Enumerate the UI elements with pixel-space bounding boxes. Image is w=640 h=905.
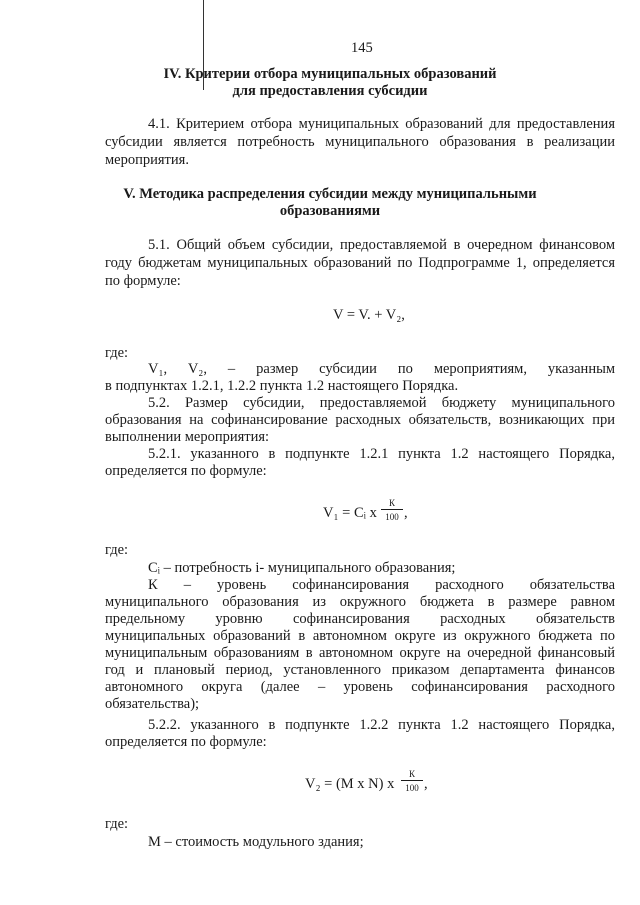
p2-line2: образования на софинансирование расходных обязательств, возникающих при	[105, 412, 615, 428]
formula-2-numerator: К	[388, 498, 395, 508]
def1-line1: V₁, V₂, – размер субсидии по мероприятиям, указанным	[148, 361, 615, 377]
p2-line3: выполнении мероприятия:	[105, 429, 270, 445]
def2-line1: Cᵢ – потребность i- муниципального образования;	[148, 560, 456, 576]
section4-p1-line2: субсидии является потребность муниципального образования в реализации	[105, 134, 615, 150]
section5-heading-line1: V. Методика распределения субсидии между муниципальными	[123, 186, 537, 202]
section4-p1-line1: 4.1. Критерием отбора муниципальных образований для предоставления	[148, 116, 615, 132]
section4-heading-line2: для предоставления субсидии	[232, 83, 428, 99]
formula-1: V = V. + V₂,	[333, 307, 405, 323]
p4-line1: 5.2.2. указанного в подпункте 1.2.2 пункта 1.2 настоящего Порядка,	[148, 717, 615, 733]
def3-line8: обязательства);	[105, 696, 200, 712]
where-label-3: где:	[105, 816, 129, 832]
section5-heading-line2: образованиями	[279, 203, 381, 219]
page-number: 145	[351, 40, 373, 56]
section4-heading-line1: IV. Критерии отбора муниципальных образований	[163, 66, 497, 82]
formula-2-denominator: 100	[385, 512, 399, 522]
def3-line6: год и плановый период, установленного приказом департамента финансов	[105, 662, 615, 678]
def3-line4: муниципальных образований в автономном округе из окружного бюджета по	[105, 628, 615, 644]
p2-line1: 5.2. Размер субсидии, предоставляемой бюджету муниципального	[148, 395, 615, 411]
formula-3-left: V₂ = (M x N) x	[305, 776, 395, 792]
where-label-2: где:	[105, 542, 129, 558]
formula-2-left: V₁ = Cᵢ x	[323, 505, 377, 521]
formula-3-tail: ,	[424, 776, 428, 792]
formula-3-fraction-bar	[401, 780, 423, 781]
section4-p1-line3: мероприятия.	[105, 152, 189, 168]
formula-2-tail: ,	[404, 505, 408, 521]
def3-line1: К – уровень софинансирования расходного обязательства	[148, 577, 615, 593]
def3-line5: муниципальным образованиям в автономном округе на очередной финансовый	[105, 645, 615, 661]
p3-line1: 5.2.1. указанного в подпункте 1.2.1 пункта 1.2 настоящего Порядка,	[148, 446, 615, 462]
where-label-1: где:	[105, 345, 129, 361]
def3-line2: муниципального образования из окружного бюджета в размере равном	[105, 594, 615, 610]
formula-3-denominator: 100	[405, 783, 419, 793]
def3-line3: предельному уровню софинансирования расходных обязательств	[105, 611, 615, 627]
formula-2-fraction-bar	[381, 509, 403, 510]
p3-line2: определяется по формуле:	[105, 463, 267, 479]
section5-p1-line3: по формуле:	[105, 273, 181, 289]
def3-line7: автономного округа (далее – уровень софинансирования расходного	[105, 679, 615, 695]
section5-p1-line1: 5.1. Общий объем субсидии, предоставляемой в очередном финансовом	[148, 237, 615, 253]
def4-line1: M – стоимость модульного здания;	[148, 834, 364, 850]
def1-line2: в подпунктах 1.2.1, 1.2.2 пункта 1.2 настоящего Порядка.	[105, 378, 459, 394]
section5-p1-line2: году бюджетам муниципальных образований по Подпрограмме 1, определяется	[105, 255, 615, 271]
p4-line2: определяется по формуле:	[105, 734, 267, 750]
formula-3-numerator: К	[408, 769, 415, 779]
